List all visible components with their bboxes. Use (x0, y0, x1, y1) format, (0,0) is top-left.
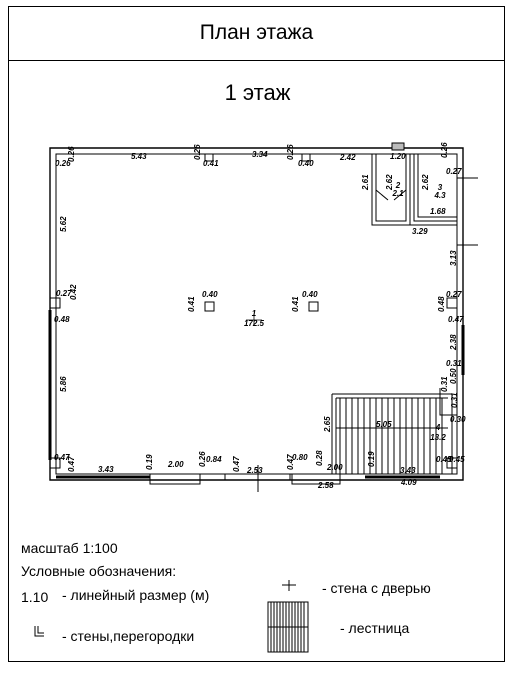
dim-label: 0.45 (449, 455, 465, 464)
room-4-area: 13.2 (430, 433, 446, 442)
dim-label: 2.53 (247, 466, 263, 475)
dim-label: 0.41 (291, 296, 300, 312)
room-3-number: 3 (437, 183, 443, 192)
dimension-sample: 1.10 (21, 589, 49, 605)
dim-label: 0.48 (437, 296, 446, 312)
dim-label: 1.68 (430, 207, 446, 216)
dim-label: 5.62 (59, 216, 68, 232)
floor-title: 1 этаж (224, 80, 291, 105)
dim-label: 0.31 (450, 392, 459, 408)
dim-label: 5.05 (376, 420, 392, 429)
dim-label: 0.31 (440, 376, 449, 392)
dim-label: 0.26 (55, 159, 71, 168)
dimension-legend-text: - линейный размер (м) (62, 587, 210, 603)
dim-label: 0.40 (302, 290, 318, 299)
dim-label: 2.00 (327, 463, 343, 472)
dimension-labels (54, 142, 466, 490)
room-2-number: 2 (395, 181, 401, 190)
room-1-number: 1 (251, 309, 257, 318)
dim-label: 0.19 (145, 454, 154, 470)
dim-label: 0.47 (448, 315, 464, 324)
dim-label: 3.13 (449, 250, 458, 266)
walls-legend-text: - стены,перегородки (62, 628, 195, 644)
dim-label: 5.86 (59, 376, 68, 392)
dim-label: 0.40 (202, 290, 218, 299)
door-legend-icon (282, 580, 296, 591)
dim-label: 0.27 (446, 290, 462, 299)
dim-label: 0.45 (436, 455, 452, 464)
legend-heading: Условные обозначения: (21, 563, 177, 579)
wall-legend-icon (35, 626, 44, 636)
dim-label: 0.50 (449, 368, 458, 384)
dim-label: 2.42 (340, 153, 356, 162)
outer-wall-inner (56, 154, 457, 474)
dim-label: 2.62 (421, 174, 430, 190)
scale-label: масштаб 1:100 (21, 540, 118, 556)
page-title: План этажа (8, 6, 505, 61)
dim-label: 0.48 (54, 315, 70, 324)
dim-label: 0.80 (292, 453, 308, 462)
dim-label: 2.00 (168, 460, 184, 469)
dim-label: 4.09 (401, 478, 417, 487)
dim-label: 1.20 (390, 152, 406, 161)
room-2-area: 2.1 (392, 189, 404, 198)
dim-label: 0.42 (69, 284, 78, 300)
dim-label: 0.26 (193, 144, 202, 160)
dim-label: 3.29 (412, 227, 428, 236)
door-legend-text: - стена с дверью (322, 580, 431, 596)
dim-label: 3.43 (400, 466, 416, 475)
dim-label: 0.19 (367, 451, 376, 467)
dim-label: 5.43 (131, 152, 147, 161)
room-4-number: 4 (435, 423, 441, 432)
dim-label: 0.26 (286, 144, 295, 160)
stair-legend-icon (268, 602, 308, 652)
dim-label: 2.58 (318, 481, 334, 490)
dim-label: 0.47 (286, 454, 295, 470)
dim-label: 0.28 (315, 450, 324, 466)
dim-label: 0.47 (232, 456, 241, 472)
dim-label: 2.38 (449, 334, 458, 350)
dim-label: 0.27 (56, 289, 72, 298)
dim-label: 0.31 (446, 359, 462, 368)
dim-label: 0.84 (206, 455, 222, 464)
dim-label: 0.26 (440, 142, 449, 158)
dim-label: 0.41 (187, 296, 196, 312)
dim-label: 0.26 (198, 451, 207, 467)
room-1-area: 172.5 (243, 319, 265, 328)
dim-label: 2.62 (385, 174, 394, 190)
dim-label: 2.65 (323, 416, 332, 432)
dim-label: 0.26 (67, 146, 76, 162)
dim-label: 0.27 (446, 167, 462, 176)
dim-label: 3.43 (98, 465, 114, 474)
dim-label: 0.41 (203, 159, 219, 168)
dim-label: 3.34 (252, 150, 268, 159)
room-3-area: 4.3 (434, 191, 446, 200)
stairs-legend-text: - лестница (340, 620, 410, 636)
dim-label: 0.47 (67, 456, 76, 472)
dim-label: 0.47 (54, 453, 70, 462)
dim-label: 2.61 (361, 174, 370, 190)
dim-label: 0.40 (298, 159, 314, 168)
dim-label: 0.30 (450, 415, 466, 424)
